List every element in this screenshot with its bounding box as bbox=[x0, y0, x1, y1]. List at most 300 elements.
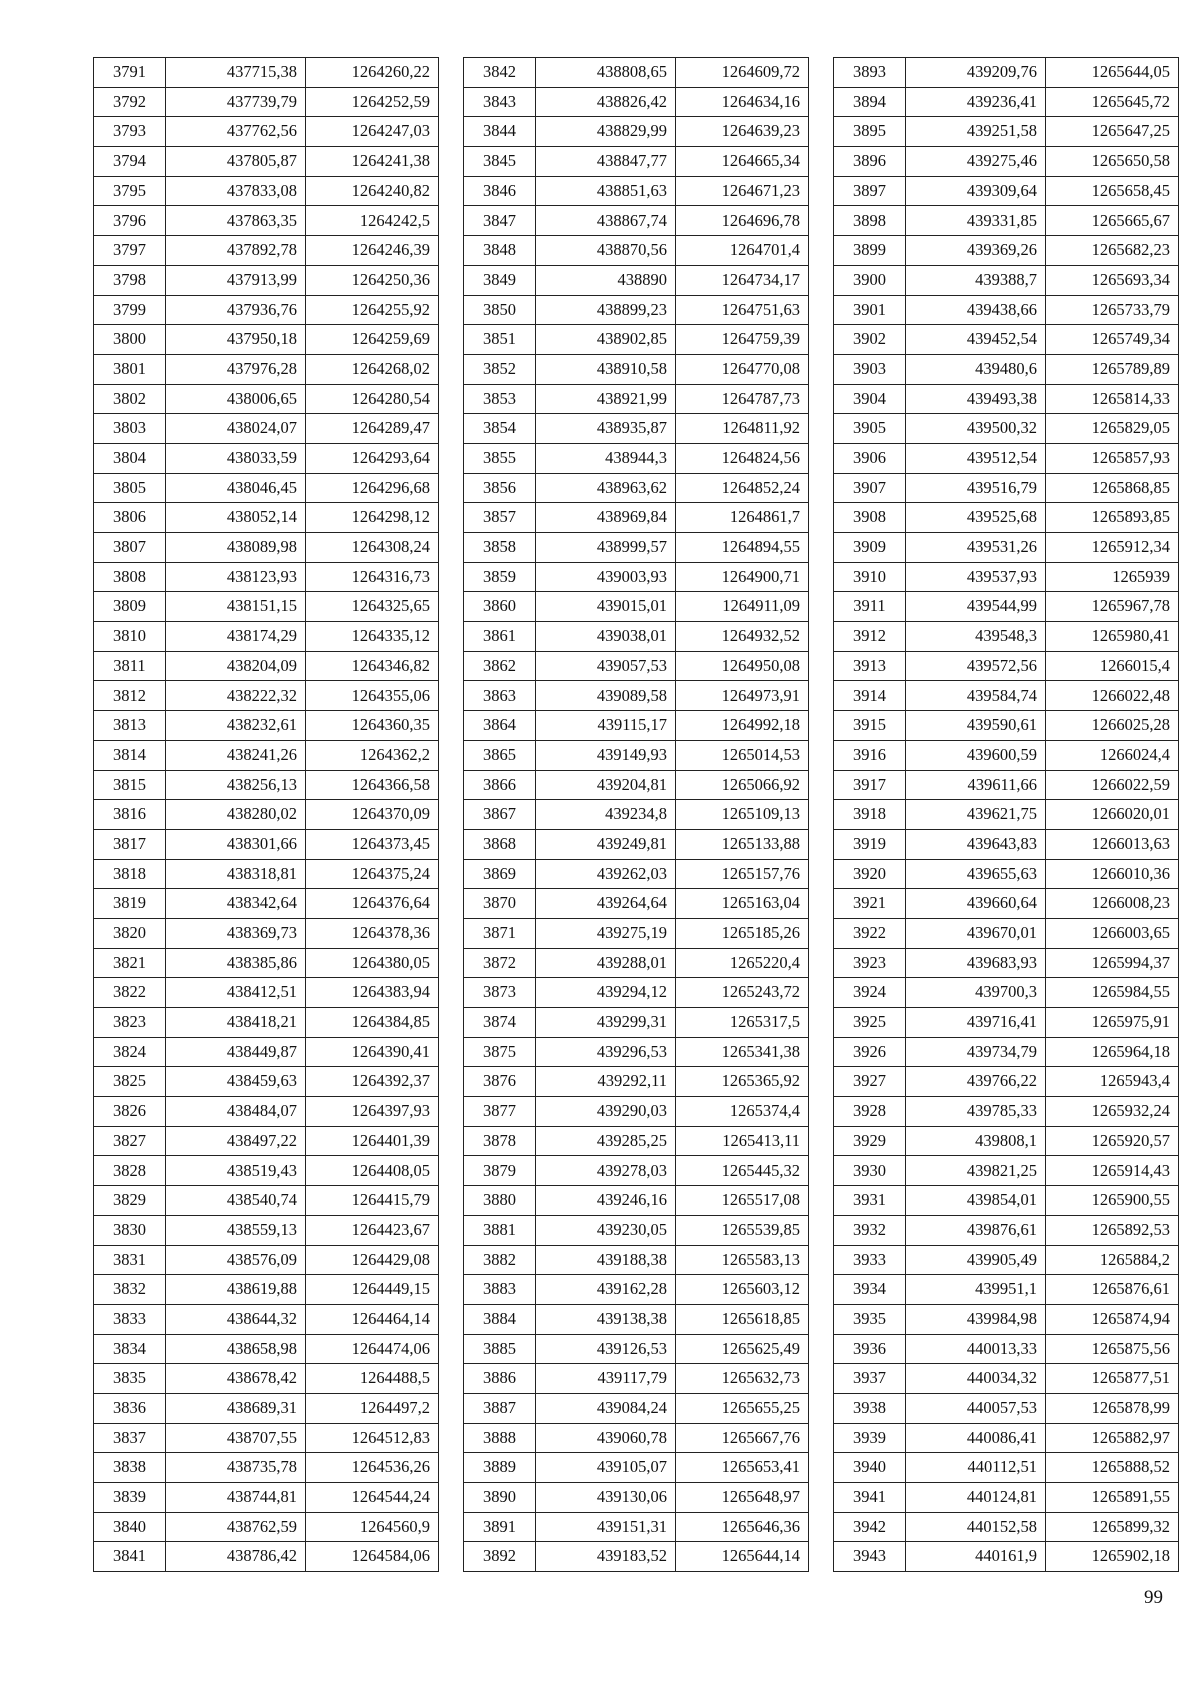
y-coordinate-cell: 1264240,82 bbox=[306, 176, 439, 206]
point-id-cell: 3928 bbox=[834, 1097, 906, 1127]
y-coordinate-cell: 1265014,53 bbox=[676, 740, 809, 770]
point-id-cell: 3820 bbox=[94, 918, 166, 948]
table-row bbox=[834, 651, 1179, 681]
table-row bbox=[94, 1037, 439, 1067]
point-id-cell: 3821 bbox=[94, 948, 166, 978]
y-coordinate-cell: 1264380,05 bbox=[306, 948, 439, 978]
point-id-cell: 3807 bbox=[94, 533, 166, 563]
table-row bbox=[464, 740, 809, 770]
y-coordinate-cell: 1264401,39 bbox=[306, 1126, 439, 1156]
x-coordinate-cell: 438412,51 bbox=[166, 978, 306, 1008]
y-coordinate-cell: 1266013,63 bbox=[1046, 829, 1179, 859]
table-row bbox=[834, 859, 1179, 889]
table-row bbox=[464, 622, 809, 652]
table-row bbox=[834, 1156, 1179, 1186]
y-coordinate-cell: 1264289,47 bbox=[306, 414, 439, 444]
table-row bbox=[94, 325, 439, 355]
table-row bbox=[834, 503, 1179, 533]
y-coordinate-cell: 1265583,13 bbox=[676, 1245, 809, 1275]
x-coordinate-cell: 438707,55 bbox=[166, 1423, 306, 1453]
y-coordinate-cell: 1264259,69 bbox=[306, 325, 439, 355]
point-id-cell: 3918 bbox=[834, 800, 906, 830]
x-coordinate-cell: 438301,66 bbox=[166, 829, 306, 859]
table-row bbox=[94, 800, 439, 830]
x-coordinate-cell: 438241,26 bbox=[166, 740, 306, 770]
point-id-cell: 3908 bbox=[834, 503, 906, 533]
x-coordinate-cell: 439590,61 bbox=[906, 711, 1046, 741]
point-id-cell: 3929 bbox=[834, 1126, 906, 1156]
y-coordinate-cell: 1264355,06 bbox=[306, 681, 439, 711]
point-id-cell: 3819 bbox=[94, 889, 166, 919]
x-coordinate-cell: 438867,74 bbox=[536, 206, 676, 236]
table-row bbox=[464, 800, 809, 830]
y-coordinate-cell: 1265603,12 bbox=[676, 1275, 809, 1305]
table-row bbox=[94, 770, 439, 800]
y-coordinate-cell: 1264370,09 bbox=[306, 800, 439, 830]
table-row bbox=[834, 414, 1179, 444]
point-id-cell: 3897 bbox=[834, 176, 906, 206]
point-id-cell: 3884 bbox=[464, 1304, 536, 1334]
x-coordinate-cell: 439525,68 bbox=[906, 503, 1046, 533]
y-coordinate-cell: 1265994,37 bbox=[1046, 948, 1179, 978]
point-id-cell: 3878 bbox=[464, 1126, 536, 1156]
point-id-cell: 3809 bbox=[94, 592, 166, 622]
x-coordinate-cell: 437936,76 bbox=[166, 295, 306, 325]
table-row bbox=[834, 384, 1179, 414]
table-row bbox=[464, 1393, 809, 1423]
table-row bbox=[464, 354, 809, 384]
y-coordinate-cell: 1264894,55 bbox=[676, 533, 809, 563]
y-coordinate-cell: 1265789,89 bbox=[1046, 354, 1179, 384]
table-row bbox=[94, 1304, 439, 1334]
point-id-cell: 3917 bbox=[834, 770, 906, 800]
x-coordinate-cell: 439117,79 bbox=[536, 1364, 676, 1394]
y-coordinate-cell: 1264696,78 bbox=[676, 206, 809, 236]
table-row bbox=[94, 295, 439, 325]
point-id-cell: 3822 bbox=[94, 978, 166, 1008]
point-id-cell: 3798 bbox=[94, 265, 166, 295]
x-coordinate-cell: 439084,24 bbox=[536, 1393, 676, 1423]
point-id-cell: 3836 bbox=[94, 1393, 166, 1423]
table-row bbox=[834, 889, 1179, 919]
x-coordinate-cell: 438449,87 bbox=[166, 1037, 306, 1067]
point-id-cell: 3835 bbox=[94, 1364, 166, 1394]
table-row bbox=[834, 1304, 1179, 1334]
x-coordinate-cell: 438342,64 bbox=[166, 889, 306, 919]
y-coordinate-cell: 1265632,73 bbox=[676, 1364, 809, 1394]
x-coordinate-cell: 440034,32 bbox=[906, 1364, 1046, 1394]
x-coordinate-cell: 438204,09 bbox=[166, 651, 306, 681]
y-coordinate-cell: 1264383,94 bbox=[306, 978, 439, 1008]
table-row bbox=[464, 473, 809, 503]
point-id-cell: 3943 bbox=[834, 1542, 906, 1572]
point-id-cell: 3909 bbox=[834, 533, 906, 563]
point-id-cell: 3848 bbox=[464, 236, 536, 266]
x-coordinate-cell: 438222,32 bbox=[166, 681, 306, 711]
x-coordinate-cell: 439716,41 bbox=[906, 1008, 1046, 1038]
table-body bbox=[834, 58, 1179, 1572]
table-row bbox=[94, 978, 439, 1008]
x-coordinate-cell: 438418,21 bbox=[166, 1008, 306, 1038]
x-coordinate-cell: 439537,93 bbox=[906, 562, 1046, 592]
table-row bbox=[834, 592, 1179, 622]
point-id-cell: 3935 bbox=[834, 1304, 906, 1334]
table-row bbox=[464, 1067, 809, 1097]
y-coordinate-cell: 1265445,32 bbox=[676, 1156, 809, 1186]
y-coordinate-cell: 1265645,72 bbox=[1046, 87, 1179, 117]
x-coordinate-cell: 437762,56 bbox=[166, 117, 306, 147]
table-row bbox=[94, 1423, 439, 1453]
y-coordinate-cell: 1264280,54 bbox=[306, 384, 439, 414]
x-coordinate-cell: 439548,3 bbox=[906, 622, 1046, 652]
x-coordinate-cell: 439821,25 bbox=[906, 1156, 1046, 1186]
point-id-cell: 3855 bbox=[464, 443, 536, 473]
point-id-cell: 3920 bbox=[834, 859, 906, 889]
y-coordinate-cell: 1264932,52 bbox=[676, 622, 809, 652]
table-row bbox=[834, 1512, 1179, 1542]
table-row bbox=[464, 681, 809, 711]
x-coordinate-cell: 439060,78 bbox=[536, 1423, 676, 1453]
y-coordinate-cell: 1265517,08 bbox=[676, 1186, 809, 1216]
x-coordinate-cell: 438033,59 bbox=[166, 443, 306, 473]
y-coordinate-cell: 1264900,71 bbox=[676, 562, 809, 592]
x-coordinate-cell: 440161,9 bbox=[906, 1542, 1046, 1572]
y-coordinate-cell: 1264734,17 bbox=[676, 265, 809, 295]
x-coordinate-cell: 440057,53 bbox=[906, 1393, 1046, 1423]
x-coordinate-cell: 440112,51 bbox=[906, 1453, 1046, 1483]
x-coordinate-cell: 438280,02 bbox=[166, 800, 306, 830]
table-row bbox=[834, 1393, 1179, 1423]
point-id-cell: 3849 bbox=[464, 265, 536, 295]
table-row bbox=[464, 1275, 809, 1305]
y-coordinate-cell: 1265943,4 bbox=[1046, 1067, 1179, 1097]
y-coordinate-cell: 1264852,24 bbox=[676, 473, 809, 503]
point-id-cell: 3812 bbox=[94, 681, 166, 711]
y-coordinate-cell: 1264268,02 bbox=[306, 354, 439, 384]
y-coordinate-cell: 1265066,92 bbox=[676, 770, 809, 800]
x-coordinate-cell: 438540,74 bbox=[166, 1186, 306, 1216]
x-coordinate-cell: 439251,58 bbox=[906, 117, 1046, 147]
table-row bbox=[94, 1156, 439, 1186]
table-row bbox=[834, 325, 1179, 355]
x-coordinate-cell: 438689,31 bbox=[166, 1393, 306, 1423]
point-id-cell: 3921 bbox=[834, 889, 906, 919]
x-coordinate-cell: 438459,63 bbox=[166, 1067, 306, 1097]
x-coordinate-cell: 437976,28 bbox=[166, 354, 306, 384]
table-row bbox=[464, 206, 809, 236]
point-id-cell: 3907 bbox=[834, 473, 906, 503]
coordinate-table-1 bbox=[93, 57, 439, 1572]
y-coordinate-cell: 1266003,65 bbox=[1046, 918, 1179, 948]
table-row bbox=[94, 1097, 439, 1127]
point-id-cell: 3834 bbox=[94, 1334, 166, 1364]
y-coordinate-cell: 1265650,58 bbox=[1046, 147, 1179, 177]
table-row bbox=[834, 533, 1179, 563]
point-id-cell: 3892 bbox=[464, 1542, 536, 1572]
table-row bbox=[94, 117, 439, 147]
y-coordinate-cell: 1265682,23 bbox=[1046, 236, 1179, 266]
table-row bbox=[94, 889, 439, 919]
y-coordinate-cell: 1264296,68 bbox=[306, 473, 439, 503]
y-coordinate-cell: 1264787,73 bbox=[676, 384, 809, 414]
table-row bbox=[94, 58, 439, 88]
point-id-cell: 3793 bbox=[94, 117, 166, 147]
point-id-cell: 3942 bbox=[834, 1512, 906, 1542]
y-coordinate-cell: 1265749,34 bbox=[1046, 325, 1179, 355]
point-id-cell: 3832 bbox=[94, 1275, 166, 1305]
y-coordinate-cell: 1265874,94 bbox=[1046, 1304, 1179, 1334]
y-coordinate-cell: 1264241,38 bbox=[306, 147, 439, 177]
x-coordinate-cell: 439262,03 bbox=[536, 859, 676, 889]
y-coordinate-cell: 1266015,4 bbox=[1046, 651, 1179, 681]
y-coordinate-cell: 1265932,24 bbox=[1046, 1097, 1179, 1127]
table-row bbox=[94, 1542, 439, 1572]
y-coordinate-cell: 1264378,36 bbox=[306, 918, 439, 948]
point-id-cell: 3868 bbox=[464, 829, 536, 859]
x-coordinate-cell: 439785,33 bbox=[906, 1097, 1046, 1127]
x-coordinate-cell: 437863,35 bbox=[166, 206, 306, 236]
point-id-cell: 3845 bbox=[464, 147, 536, 177]
y-coordinate-cell: 1265653,41 bbox=[676, 1453, 809, 1483]
y-coordinate-cell: 1266025,28 bbox=[1046, 711, 1179, 741]
table-row bbox=[834, 147, 1179, 177]
table-row bbox=[464, 384, 809, 414]
x-coordinate-cell: 438174,29 bbox=[166, 622, 306, 652]
x-coordinate-cell: 437892,78 bbox=[166, 236, 306, 266]
y-coordinate-cell: 1265220,4 bbox=[676, 948, 809, 978]
table-row bbox=[464, 1215, 809, 1245]
table-row bbox=[94, 354, 439, 384]
table-row bbox=[834, 1126, 1179, 1156]
y-coordinate-cell: 1264488,5 bbox=[306, 1364, 439, 1394]
x-coordinate-cell: 438847,77 bbox=[536, 147, 676, 177]
table-row bbox=[464, 770, 809, 800]
point-id-cell: 3916 bbox=[834, 740, 906, 770]
x-coordinate-cell: 439115,17 bbox=[536, 711, 676, 741]
table-row bbox=[94, 1126, 439, 1156]
x-coordinate-cell: 439275,19 bbox=[536, 918, 676, 948]
point-id-cell: 3932 bbox=[834, 1215, 906, 1245]
table-row bbox=[464, 1512, 809, 1542]
x-coordinate-cell: 439643,83 bbox=[906, 829, 1046, 859]
x-coordinate-cell: 439038,01 bbox=[536, 622, 676, 652]
x-coordinate-cell: 439290,03 bbox=[536, 1097, 676, 1127]
table-row bbox=[464, 414, 809, 444]
y-coordinate-cell: 1264366,58 bbox=[306, 770, 439, 800]
point-id-cell: 3902 bbox=[834, 325, 906, 355]
x-coordinate-cell: 439057,53 bbox=[536, 651, 676, 681]
point-id-cell: 3900 bbox=[834, 265, 906, 295]
table-row bbox=[94, 1512, 439, 1542]
x-coordinate-cell: 438089,98 bbox=[166, 533, 306, 563]
table-row bbox=[464, 1423, 809, 1453]
table-row bbox=[834, 1542, 1179, 1572]
table-row bbox=[834, 295, 1179, 325]
y-coordinate-cell: 1264911,09 bbox=[676, 592, 809, 622]
x-coordinate-cell: 439331,85 bbox=[906, 206, 1046, 236]
point-id-cell: 3871 bbox=[464, 918, 536, 948]
y-coordinate-cell: 1264824,56 bbox=[676, 443, 809, 473]
table-body bbox=[94, 58, 439, 1572]
table-row bbox=[94, 147, 439, 177]
x-coordinate-cell: 439230,05 bbox=[536, 1215, 676, 1245]
x-coordinate-cell: 439876,61 bbox=[906, 1215, 1046, 1245]
y-coordinate-cell: 1264464,14 bbox=[306, 1304, 439, 1334]
x-coordinate-cell: 438744,81 bbox=[166, 1483, 306, 1513]
point-id-cell: 3811 bbox=[94, 651, 166, 681]
point-id-cell: 3882 bbox=[464, 1245, 536, 1275]
point-id-cell: 3824 bbox=[94, 1037, 166, 1067]
y-coordinate-cell: 1264384,85 bbox=[306, 1008, 439, 1038]
point-id-cell: 3898 bbox=[834, 206, 906, 236]
table-row bbox=[94, 265, 439, 295]
point-id-cell: 3933 bbox=[834, 1245, 906, 1275]
y-coordinate-cell: 1264701,4 bbox=[676, 236, 809, 266]
point-id-cell: 3804 bbox=[94, 443, 166, 473]
point-id-cell: 3886 bbox=[464, 1364, 536, 1394]
x-coordinate-cell: 439162,28 bbox=[536, 1275, 676, 1305]
point-id-cell: 3831 bbox=[94, 1245, 166, 1275]
x-coordinate-cell: 438497,22 bbox=[166, 1126, 306, 1156]
y-coordinate-cell: 1265967,78 bbox=[1046, 592, 1179, 622]
y-coordinate-cell: 1265733,79 bbox=[1046, 295, 1179, 325]
x-coordinate-cell: 439126,53 bbox=[536, 1334, 676, 1364]
y-coordinate-cell: 1265644,05 bbox=[1046, 58, 1179, 88]
x-coordinate-cell: 439246,16 bbox=[536, 1186, 676, 1216]
point-id-cell: 3796 bbox=[94, 206, 166, 236]
table-row bbox=[464, 443, 809, 473]
table-row bbox=[464, 1156, 809, 1186]
point-id-cell: 3939 bbox=[834, 1423, 906, 1453]
table-row bbox=[834, 1275, 1179, 1305]
table-row bbox=[834, 1037, 1179, 1067]
x-coordinate-cell: 438232,61 bbox=[166, 711, 306, 741]
table-row bbox=[94, 681, 439, 711]
table-row bbox=[94, 87, 439, 117]
table-row bbox=[464, 265, 809, 295]
point-id-cell: 3816 bbox=[94, 800, 166, 830]
x-coordinate-cell: 437805,87 bbox=[166, 147, 306, 177]
table-row bbox=[834, 711, 1179, 741]
table-row bbox=[94, 711, 439, 741]
x-coordinate-cell: 438829,99 bbox=[536, 117, 676, 147]
y-coordinate-cell: 1265857,93 bbox=[1046, 443, 1179, 473]
y-coordinate-cell: 1264362,2 bbox=[306, 740, 439, 770]
table-row bbox=[464, 503, 809, 533]
y-coordinate-cell: 1264536,26 bbox=[306, 1453, 439, 1483]
table-row bbox=[834, 681, 1179, 711]
y-coordinate-cell: 1264316,73 bbox=[306, 562, 439, 592]
x-coordinate-cell: 439655,63 bbox=[906, 859, 1046, 889]
y-coordinate-cell: 1264671,23 bbox=[676, 176, 809, 206]
x-coordinate-cell: 439264,64 bbox=[536, 889, 676, 919]
point-id-cell: 3808 bbox=[94, 562, 166, 592]
table-row bbox=[464, 87, 809, 117]
y-coordinate-cell: 1264397,93 bbox=[306, 1097, 439, 1127]
y-coordinate-cell: 1266010,36 bbox=[1046, 859, 1179, 889]
x-coordinate-cell: 439734,79 bbox=[906, 1037, 1046, 1067]
y-coordinate-cell: 1264861,7 bbox=[676, 503, 809, 533]
point-id-cell: 3843 bbox=[464, 87, 536, 117]
x-coordinate-cell: 439512,54 bbox=[906, 443, 1046, 473]
point-id-cell: 3895 bbox=[834, 117, 906, 147]
x-coordinate-cell: 439003,93 bbox=[536, 562, 676, 592]
table-row bbox=[464, 1008, 809, 1038]
x-coordinate-cell: 439621,75 bbox=[906, 800, 1046, 830]
point-id-cell: 3823 bbox=[94, 1008, 166, 1038]
point-id-cell: 3936 bbox=[834, 1334, 906, 1364]
y-coordinate-cell: 1265317,5 bbox=[676, 1008, 809, 1038]
table-row bbox=[464, 1334, 809, 1364]
x-coordinate-cell: 439149,93 bbox=[536, 740, 676, 770]
x-coordinate-cell: 438151,15 bbox=[166, 592, 306, 622]
x-coordinate-cell: 439493,38 bbox=[906, 384, 1046, 414]
point-id-cell: 3881 bbox=[464, 1215, 536, 1245]
point-id-cell: 3915 bbox=[834, 711, 906, 741]
x-coordinate-cell: 439854,01 bbox=[906, 1186, 1046, 1216]
point-id-cell: 3800 bbox=[94, 325, 166, 355]
table-row bbox=[94, 918, 439, 948]
point-id-cell: 3925 bbox=[834, 1008, 906, 1038]
table-row bbox=[464, 592, 809, 622]
table-row bbox=[834, 1364, 1179, 1394]
y-coordinate-cell: 1265163,04 bbox=[676, 889, 809, 919]
table-row bbox=[94, 176, 439, 206]
y-coordinate-cell: 1264811,92 bbox=[676, 414, 809, 444]
y-coordinate-cell: 1265341,38 bbox=[676, 1037, 809, 1067]
point-id-cell: 3838 bbox=[94, 1453, 166, 1483]
point-id-cell: 3854 bbox=[464, 414, 536, 444]
table-row bbox=[834, 87, 1179, 117]
table-row bbox=[834, 1483, 1179, 1513]
x-coordinate-cell: 438735,78 bbox=[166, 1453, 306, 1483]
table-row bbox=[834, 1453, 1179, 1483]
point-id-cell: 3874 bbox=[464, 1008, 536, 1038]
table-row bbox=[834, 978, 1179, 1008]
point-id-cell: 3873 bbox=[464, 978, 536, 1008]
x-coordinate-cell: 439700,3 bbox=[906, 978, 1046, 1008]
y-coordinate-cell: 1265914,43 bbox=[1046, 1156, 1179, 1186]
point-id-cell: 3872 bbox=[464, 948, 536, 978]
x-coordinate-cell: 439236,41 bbox=[906, 87, 1046, 117]
x-coordinate-cell: 439275,46 bbox=[906, 147, 1046, 177]
table-row bbox=[834, 622, 1179, 652]
point-id-cell: 3818 bbox=[94, 859, 166, 889]
y-coordinate-cell: 1265878,99 bbox=[1046, 1393, 1179, 1423]
y-coordinate-cell: 1265814,33 bbox=[1046, 384, 1179, 414]
y-coordinate-cell: 1264560,9 bbox=[306, 1512, 439, 1542]
x-coordinate-cell: 439309,64 bbox=[906, 176, 1046, 206]
y-coordinate-cell: 1266022,59 bbox=[1046, 770, 1179, 800]
y-coordinate-cell: 1265618,85 bbox=[676, 1304, 809, 1334]
table-row bbox=[464, 1126, 809, 1156]
y-coordinate-cell: 1264250,36 bbox=[306, 265, 439, 295]
y-coordinate-cell: 1265539,85 bbox=[676, 1215, 809, 1245]
table-row bbox=[464, 533, 809, 563]
table-row bbox=[94, 206, 439, 236]
y-coordinate-cell: 1264376,64 bbox=[306, 889, 439, 919]
x-coordinate-cell: 439292,11 bbox=[536, 1067, 676, 1097]
x-coordinate-cell: 437950,18 bbox=[166, 325, 306, 355]
y-coordinate-cell: 1264415,79 bbox=[306, 1186, 439, 1216]
table-row bbox=[834, 176, 1179, 206]
point-id-cell: 3876 bbox=[464, 1067, 536, 1097]
y-coordinate-cell: 1265877,51 bbox=[1046, 1364, 1179, 1394]
y-coordinate-cell: 1264246,39 bbox=[306, 236, 439, 266]
y-coordinate-cell: 1264429,08 bbox=[306, 1245, 439, 1275]
coordinate-table-2 bbox=[463, 57, 809, 1572]
y-coordinate-cell: 1264584,06 bbox=[306, 1542, 439, 1572]
